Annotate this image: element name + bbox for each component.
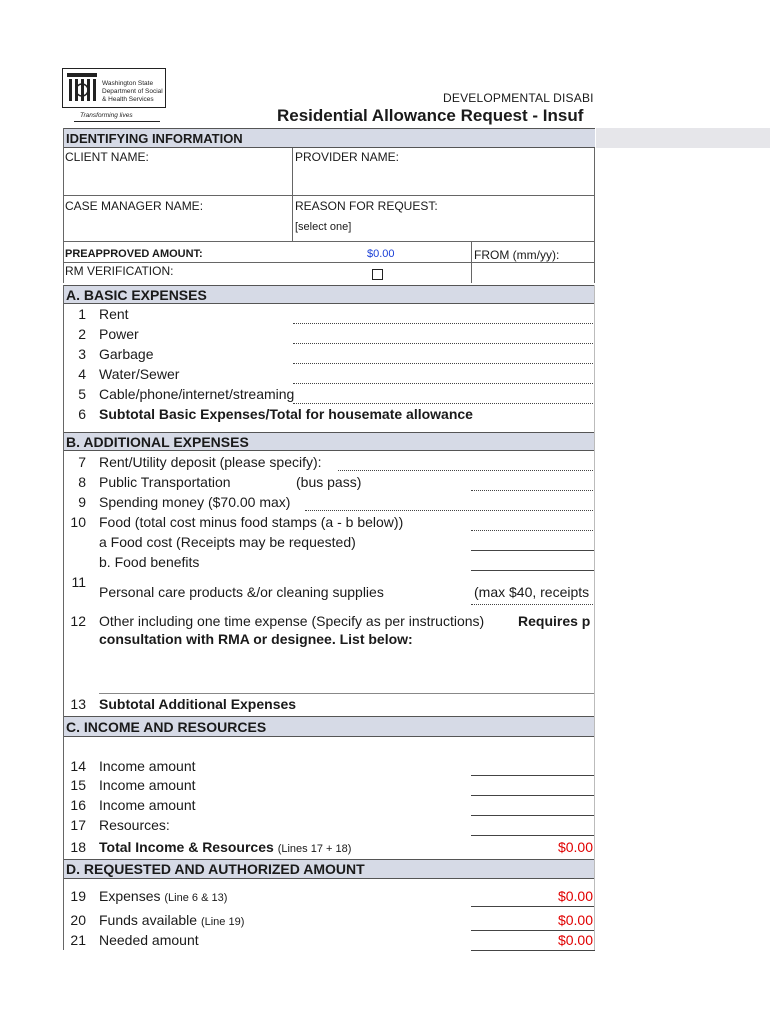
client-name-label: CLIENT NAME: bbox=[65, 150, 149, 164]
funds-available-label bbox=[99, 912, 244, 928]
line-number: 10 bbox=[70, 514, 86, 530]
from-label: FROM (mm/yy): bbox=[474, 248, 560, 262]
case-manager-label: CASE MANAGER NAME: bbox=[65, 199, 204, 213]
food-benefits-label: b. Food benefits bbox=[99, 554, 200, 570]
funds-available-text: Funds available bbox=[99, 912, 198, 928]
form-right-border bbox=[594, 285, 595, 950]
total-income-label bbox=[99, 839, 351, 855]
logo-text: Washington State Department of Social & Health Services bbox=[102, 80, 163, 103]
cable-field[interactable] bbox=[293, 403, 595, 404]
transportation-note: (bus pass) bbox=[296, 474, 362, 490]
income-3-label: Income amount bbox=[99, 797, 196, 813]
form-left-border bbox=[63, 128, 64, 283]
line-number: 12 bbox=[70, 613, 86, 629]
section-identifying-heading: IDENTIFYING INFORMATION bbox=[63, 128, 595, 148]
department-name: DEVELOPMENTAL DISABI bbox=[443, 91, 594, 105]
line-number: 18 bbox=[70, 839, 86, 855]
dshs-logo-icon bbox=[64, 70, 100, 106]
preapproved-label: PREAPPROVED AMOUNT: bbox=[65, 248, 203, 260]
other-expense-label: Other including one time expense (Specify as per instructions) bbox=[99, 613, 485, 629]
other-expense-requirement-line2: consultation with RMA or designee. List below: bbox=[99, 631, 413, 647]
income-2-field[interactable] bbox=[471, 795, 595, 796]
provider-name-label: PROVIDER NAME: bbox=[295, 150, 400, 164]
personal-care-note: (max $40, receipts bbox=[474, 584, 590, 600]
expenses-note: (Line 6 & 13) bbox=[164, 892, 228, 904]
rent-field[interactable] bbox=[293, 323, 595, 324]
provider-name-field[interactable] bbox=[295, 164, 591, 194]
client-name-field[interactable] bbox=[66, 164, 290, 194]
resources-label: Resources: bbox=[99, 817, 170, 833]
line-number: 21 bbox=[70, 932, 86, 948]
personal-care-field[interactable] bbox=[471, 604, 595, 605]
resources-field[interactable] bbox=[471, 835, 595, 836]
expenses-underline bbox=[471, 906, 595, 907]
line-number: 7 bbox=[78, 454, 86, 470]
subtotal-additional-label: Subtotal Additional Expenses bbox=[99, 696, 297, 712]
section-b-heading: B. ADDITIONAL EXPENSES bbox=[63, 432, 595, 451]
form-title: Residential Allowance Request - Insuf bbox=[277, 106, 584, 125]
total-income-note: (Lines 17 + 18) bbox=[277, 843, 352, 855]
income-1-label: Income amount bbox=[99, 758, 196, 774]
garbage-label: Garbage bbox=[99, 346, 154, 362]
line-number: 20 bbox=[70, 912, 86, 928]
line-number: 17 bbox=[70, 817, 86, 833]
income-1-field[interactable] bbox=[471, 775, 595, 776]
income-2-label: Income amount bbox=[99, 777, 196, 793]
funds-available-note: (Line 19) bbox=[200, 916, 245, 928]
cable-label: Cable/phone/internet/streaming bbox=[99, 386, 295, 402]
garbage-field[interactable] bbox=[293, 363, 595, 364]
header-grey-bar bbox=[596, 128, 770, 148]
other-expense-list-field[interactable] bbox=[99, 650, 589, 690]
power-field[interactable] bbox=[293, 343, 595, 344]
preapproved-value: $0.00 bbox=[367, 248, 395, 260]
rm-verification-checkbox[interactable] bbox=[372, 269, 383, 280]
logo-tagline: Transforming lives bbox=[80, 112, 133, 119]
water-sewer-field[interactable] bbox=[293, 383, 595, 384]
total-income-value: $0.00 bbox=[557, 839, 593, 855]
expenses-value: $0.00 bbox=[557, 888, 593, 904]
needed-amount-underline bbox=[471, 950, 595, 951]
food-label: Food (total cost minus food stamps (a - b below)) bbox=[99, 514, 404, 530]
reason-label: REASON FOR REQUEST: bbox=[295, 199, 438, 213]
spending-field[interactable] bbox=[305, 510, 595, 511]
funds-available-value: $0.00 bbox=[557, 912, 593, 928]
needed-amount-label: Needed amount bbox=[99, 932, 199, 948]
section-d-heading: D. REQUESTED AND AUTHORIZED AMOUNT bbox=[63, 859, 595, 879]
line-number: 8 bbox=[78, 474, 86, 490]
expenses-label bbox=[99, 888, 227, 904]
power-label: Power bbox=[99, 326, 139, 342]
deposit-label: Rent/Utility deposit (please specify): bbox=[99, 454, 322, 470]
expenses-text: Expenses bbox=[99, 888, 161, 904]
line-number: 16 bbox=[70, 797, 86, 813]
income-3-field[interactable] bbox=[471, 815, 595, 816]
personal-care-label: Personal care products &/or cleaning supplies bbox=[99, 584, 384, 600]
food-cost-label: a Food cost (Receipts may be requested) bbox=[99, 534, 356, 550]
id-row-divider bbox=[63, 195, 595, 196]
other-expense-requirement: Requires p bbox=[518, 613, 591, 629]
logo-underline bbox=[74, 121, 160, 122]
line-number: 2 bbox=[78, 326, 86, 342]
spending-label: Spending money ($70.00 max) bbox=[99, 494, 291, 510]
line-number: 9 bbox=[78, 494, 86, 510]
rent-label: Rent bbox=[99, 306, 129, 322]
section-c-heading: C. INCOME AND RESOURCES bbox=[63, 716, 595, 737]
id-row-divider bbox=[63, 262, 595, 263]
deposit-field[interactable] bbox=[338, 470, 595, 471]
line-number: 13 bbox=[70, 696, 86, 712]
line-number: 1 bbox=[78, 306, 86, 322]
line-number: 6 bbox=[78, 406, 86, 422]
other-expense-divider bbox=[99, 693, 595, 694]
id-row-divider bbox=[63, 241, 595, 242]
line-number: 4 bbox=[78, 366, 86, 382]
line-number: 14 bbox=[70, 758, 86, 774]
line-number: 11 bbox=[71, 574, 86, 590]
needed-amount-value: $0.00 bbox=[557, 932, 593, 948]
form-left-border bbox=[63, 285, 64, 950]
line-number: 5 bbox=[78, 386, 86, 402]
food-field[interactable] bbox=[471, 530, 595, 531]
funds-available-underline bbox=[471, 930, 595, 931]
food-benefits-field[interactable] bbox=[471, 570, 595, 571]
line-number: 19 bbox=[70, 888, 86, 904]
water-sewer-label: Water/Sewer bbox=[99, 366, 180, 382]
line-number: 3 bbox=[78, 346, 86, 362]
from-date-field[interactable] bbox=[565, 246, 593, 260]
line-number: 15 bbox=[70, 777, 86, 793]
case-manager-field[interactable] bbox=[66, 213, 290, 239]
reason-select[interactable]: [select one] bbox=[295, 221, 352, 233]
section-a-heading: A. BASIC EXPENSES bbox=[63, 285, 595, 304]
transportation-field[interactable] bbox=[471, 490, 595, 491]
food-cost-field[interactable] bbox=[471, 550, 595, 551]
subtotal-basic-label: Subtotal Basic Expenses/Total for housemate allowance bbox=[99, 406, 473, 422]
total-income-text: Total Income & Resources bbox=[99, 839, 274, 855]
rm-verification-label: RM VERIFICATION: bbox=[65, 264, 174, 278]
transportation-label: Public Transportation bbox=[99, 474, 231, 490]
